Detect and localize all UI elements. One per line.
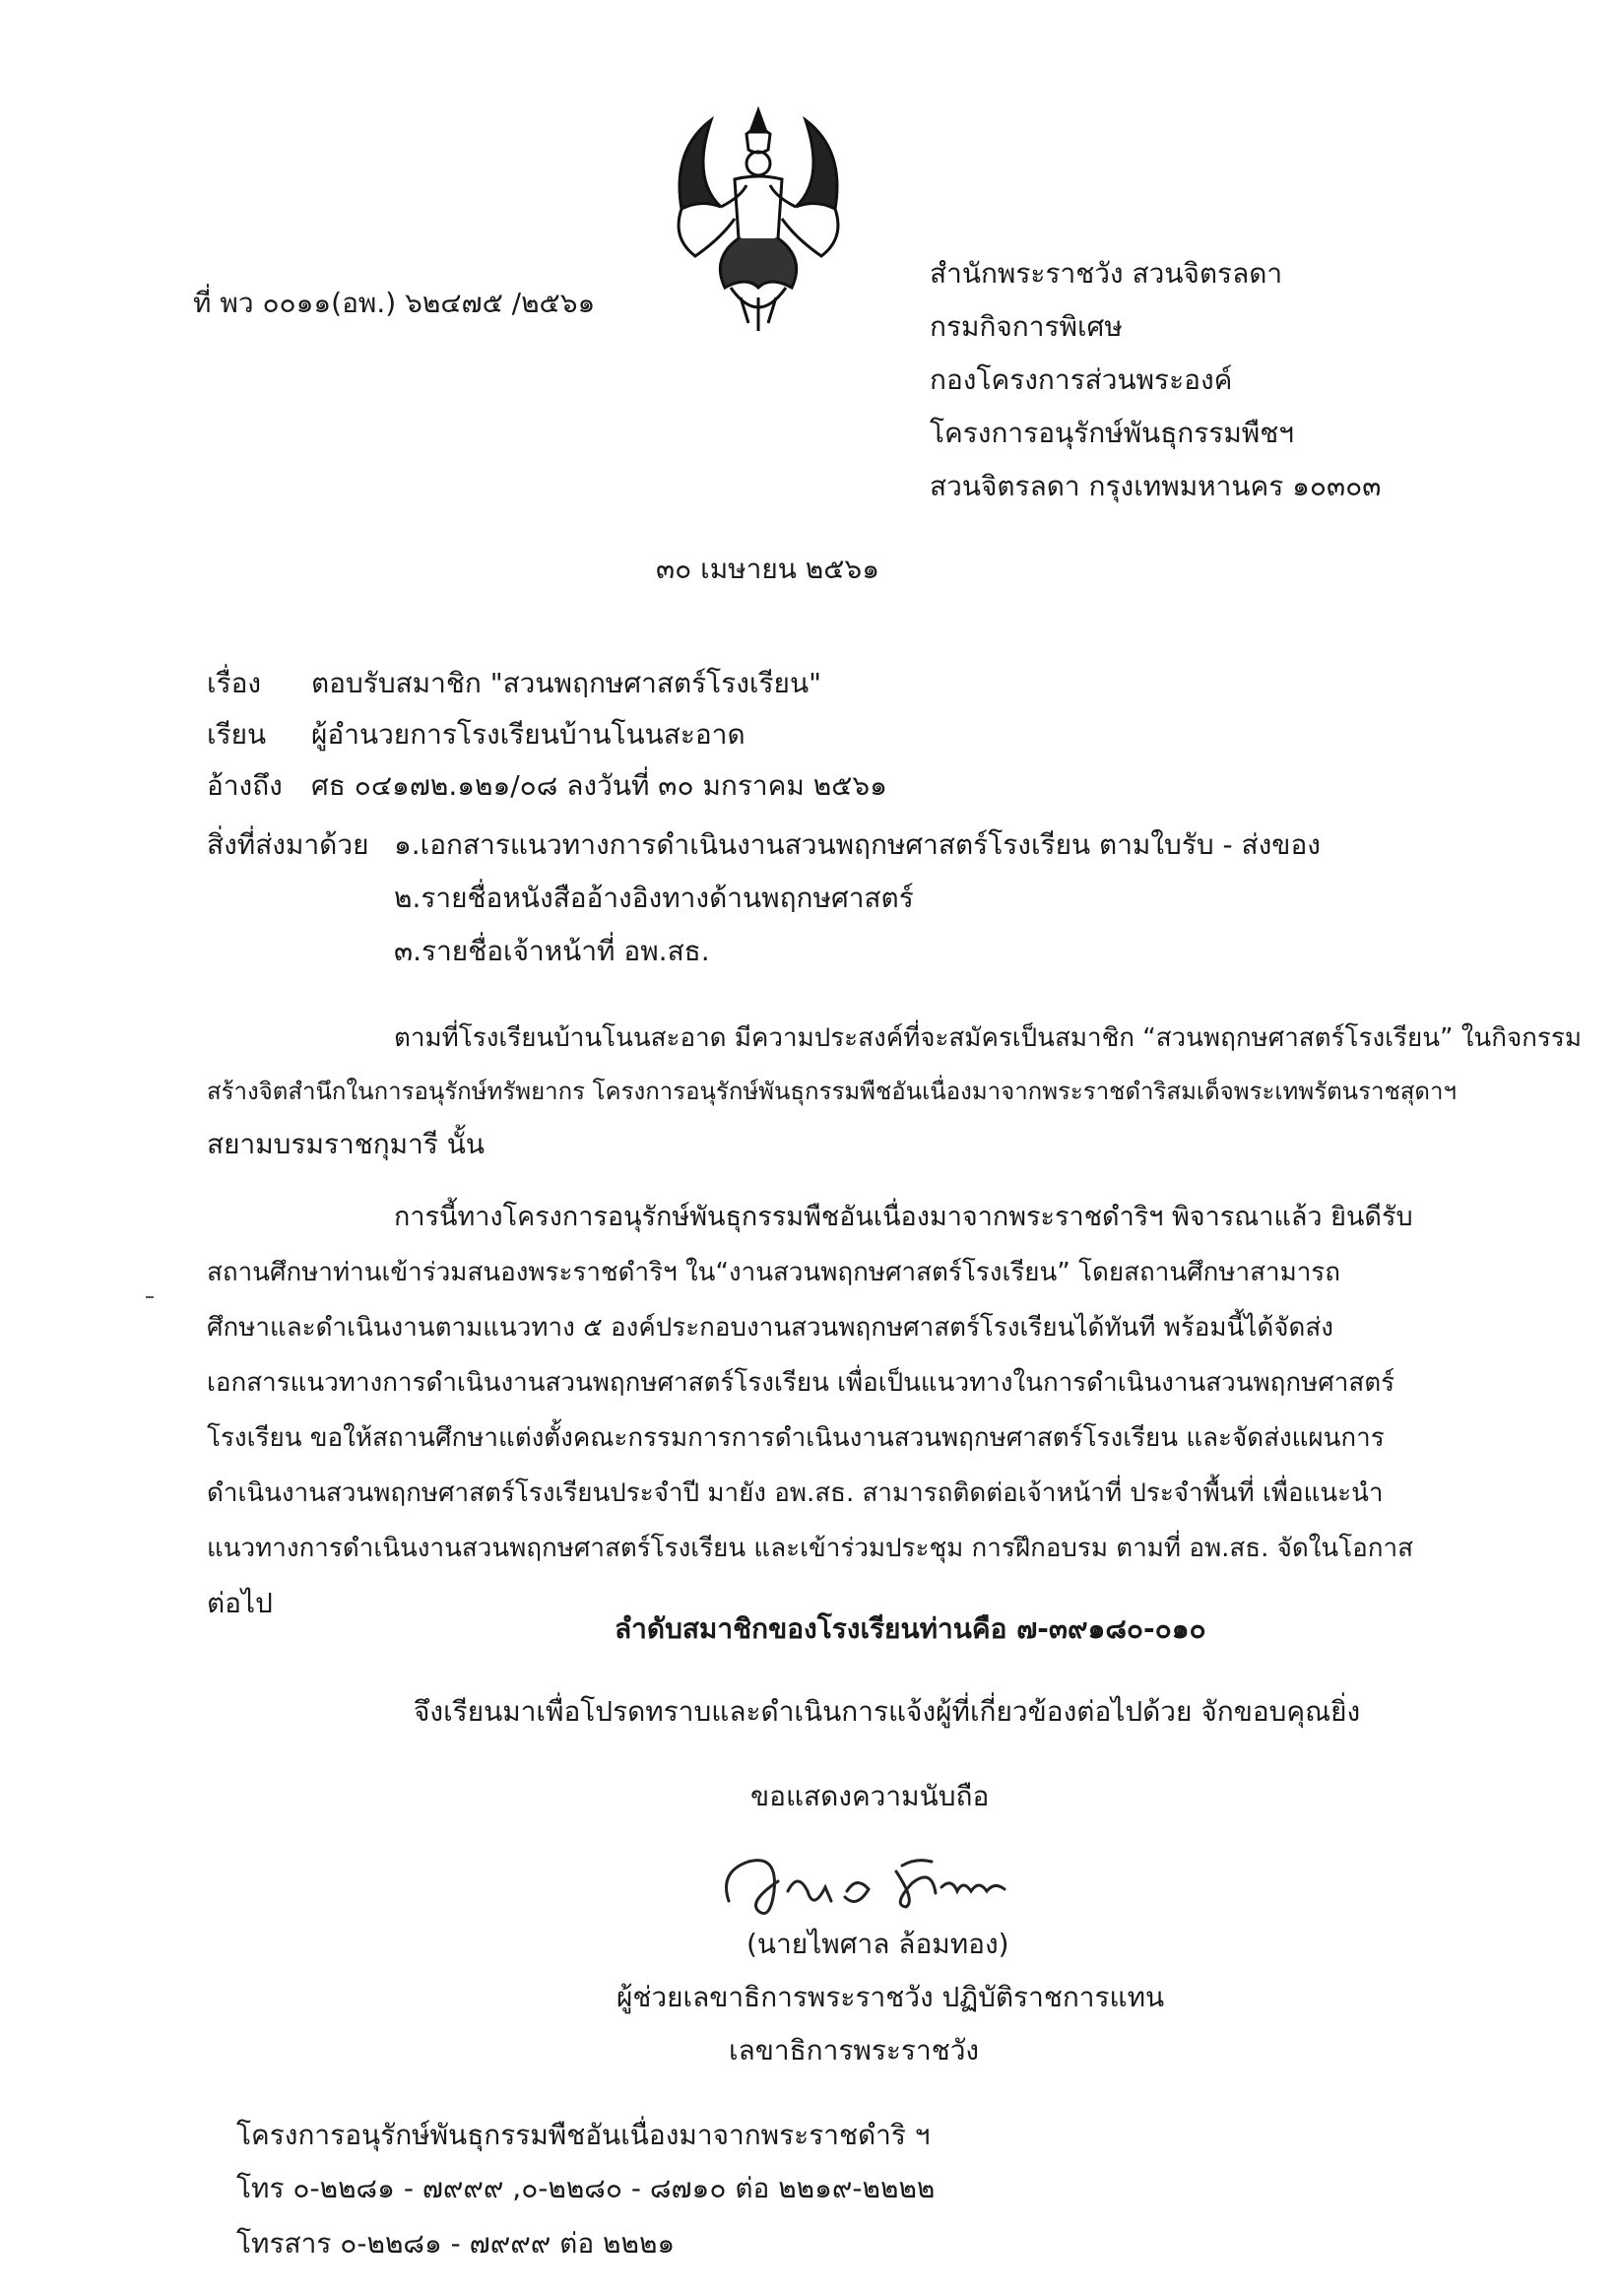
enclosure-item: ๓.รายชื่อเจ้าหน้าที่ อพ.สธ. — [394, 935, 710, 967]
subject-label: เรื่อง — [207, 667, 262, 699]
office-line: กองโครงการส่วนพระองค์ — [930, 363, 1233, 396]
para2-line: ต่อไป — [207, 1587, 273, 1619]
enclosure-item: ๑.เอกสารแนวทางการดำเนินงานสวนพฤกษศาสตร์โรงเรียน ตามใบรับ - ส่งของ — [394, 828, 1321, 861]
para1-line: สร้างจิตสำนึกในการอนุรักษ์ทรัพยากร โครงการอนุรักษ์พันธุกรรมพืชอันเนื่องมาจากพระราชดำริสมเด็จพระเทพรัตนราชสุดาฯ — [207, 1078, 1457, 1105]
closing-paragraph: จึงเรียนมาเพื่อโปรดทราบและดำเนินการแจ้งผู้ที่เกี่ยวข้องต่อไปด้วย จักขอบคุณยิ่ง — [414, 1695, 1361, 1728]
signatory-name: (นายไพศาล ล้อมทอง) — [746, 1928, 1009, 1960]
subject-text: ตอบรับสมาชิก "สวนพฤกษศาสตร์โรงเรียน" — [311, 667, 821, 699]
signatory-title: ผู้ช่วยเลขาธิการพระราชวัง ปฏิบัติราชการแทน — [616, 1981, 1165, 2013]
para2-line: ดำเนินงานสวนพฤกษศาสตร์โรงเรียนประจำปี มายัง อพ.สธ. สามารถติดต่อเจ้าหน้าที่ ประจำพื้นที่ เพื่อแนะนำ — [207, 1478, 1384, 1508]
letter-date: ๓๐ เมษายน ๒๕๖๑ — [656, 553, 879, 585]
footer-fax: โทรสาร ๐-๒๒๘๑ - ๗๙๙๙ ต่อ ๒๒๒๑ — [236, 2227, 676, 2260]
office-line: สำนักพระราชวัง สวนจิตรลดา — [930, 257, 1283, 290]
para2-line: สถานศึกษาท่านเข้าร่วมสนองพระราชดำริฯ ใน“งานสวนพฤกษศาสตร์โรงเรียน” โดยสถานศึกษาสามารถ — [207, 1258, 1341, 1287]
enclosure-label: สิ่งที่ส่งมาด้วย — [207, 828, 369, 861]
reference-text: ศธ ๐๔๑๗๒.๑๒๑/๐๘ ลงวันที่ ๓๐ มกราคม ๒๕๖๑ — [311, 769, 887, 802]
para1-line: สยามบรมราชกุมารี นั้น — [207, 1128, 486, 1160]
office-line: โครงการอนุรักษ์พันธุกรรมพืชฯ — [930, 417, 1294, 449]
footer-telephone: โทร ๐-๒๒๘๑ - ๗๙๙๙ ,๐-๒๒๘๐ - ๘๗๑๐ ต่อ ๒๒๑๙-๒๒๒๒ — [236, 2172, 936, 2204]
para2-line: แนวทางการดำเนินงานสวนพฤกษศาสตร์โรงเรียน และเข้าร่วมประชุม การฝึกอบรม ตามที่ อพ.สธ. จัดในโอกาส — [207, 1534, 1413, 1563]
handwritten-signature — [709, 1832, 1064, 1940]
margin-mark — [146, 1296, 154, 1298]
member-number: ลำดับสมาชิกของโรงเรียนท่านคือ ๗-๓๙๑๘๐-๐๑๐ — [615, 1612, 1206, 1645]
office-line: สวนจิตรลดา กรุงเทพมหานคร ๑๐๓๐๓ — [930, 470, 1382, 502]
para2-line: ศึกษาและดำเนินงานตามแนวทาง ๕ องค์ประกอบงานสวนพฤกษศาสตร์โรงเรียนได้ทันที พร้อมนี้ได้จัดส่ง — [207, 1313, 1333, 1343]
para2-line: โรงเรียน ขอให้สถานศึกษาแต่งตั้งคณะกรรมการการดำเนินงานสวนพฤกษศาสตร์โรงเรียน และจัดส่งแผนการ — [207, 1423, 1385, 1453]
para2-line: การนี้ทางโครงการอนุรักษ์พันธุกรรมพืชอันเนื่องมาจากพระราชดำริฯ พิจารณาแล้ว ยินดีรับ — [394, 1202, 1413, 1232]
salutation: ขอแสดงความนับถือ — [750, 1780, 990, 1812]
to-label: เรียน — [207, 718, 267, 751]
garuda-emblem-icon — [652, 91, 865, 337]
office-line: กรมกิจการพิเศษ — [930, 310, 1123, 343]
para2-line: เอกสารแนวทางการดำเนินงานสวนพฤกษศาสตร์โรงเรียน เพื่อเป็นแนวทางในการดำเนินงานสวนพฤกษศาสตร์ — [207, 1368, 1395, 1398]
reference-label: อ้างถึง — [207, 769, 283, 802]
para1-line: ตามที่โรงเรียนบ้านโนนสะอาด มีความประสงค์ที่จะสมัครเป็นสมาชิก “สวนพฤกษศาสตร์โรงเรียน” ในกิจกรรม — [394, 1023, 1582, 1053]
signatory-title: เลขาธิการพระราชวัง — [729, 2034, 980, 2066]
reference-number: ที่ พว ๐๐๑๑(อพ.) ๖๒๔๗๕ /๒๕๖๑ — [193, 287, 596, 319]
enclosure-item: ๒.รายชื่อหนังสืออ้างอิงทางด้านพฤกษศาสตร์ — [394, 882, 914, 914]
to-text: ผู้อำนวยการโรงเรียนบ้านโนนสะอาด — [311, 718, 746, 751]
footer-organization: โครงการอนุรักษ์พันธุกรรมพืชอันเนื่องมาจากพระราชดำริ ฯ — [236, 2119, 931, 2151]
